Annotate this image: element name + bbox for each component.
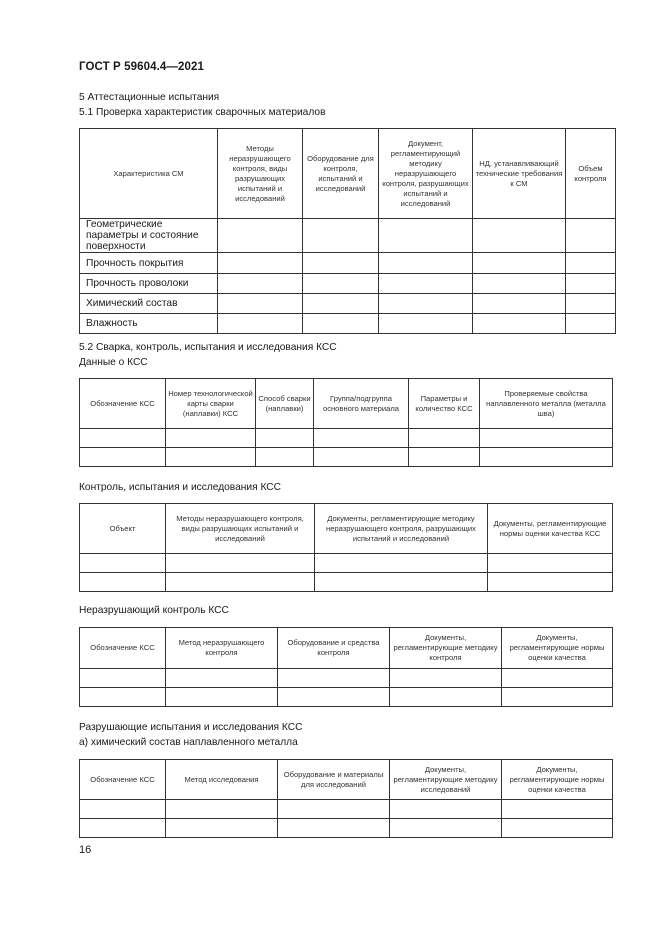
table-row (80, 688, 613, 707)
table-header-row (80, 379, 613, 429)
table-cell (278, 819, 390, 838)
column-header: Документы, регламентирующие методику исследований (390, 760, 502, 800)
table-cell (473, 274, 566, 294)
row-label: Влажность (80, 314, 218, 334)
table-cell (80, 573, 166, 592)
table-row (80, 219, 616, 253)
page-number: 16 (79, 844, 92, 856)
table-cell (218, 253, 303, 274)
column-header: Параметры и количество КСС (409, 379, 480, 429)
table-row (80, 253, 616, 274)
table-row (80, 573, 613, 592)
column-header: Характеристика СМ (80, 129, 218, 219)
table-cell (218, 294, 303, 314)
table-cell (218, 219, 303, 253)
column-header: Метод исследования (166, 760, 278, 800)
table-cell (566, 274, 616, 294)
table-cell (166, 448, 256, 467)
column-header: Группа/подгруппа основного материала (314, 379, 409, 429)
table-sm-characteristics (79, 128, 616, 334)
table-cell (256, 429, 314, 448)
table-row (80, 274, 616, 294)
table-cell (502, 688, 613, 707)
column-header: Оборудование и средства контроля (278, 628, 390, 669)
column-header: Обозначение КСС (80, 628, 166, 669)
table-cell (256, 448, 314, 467)
column-header: НД, устанавливающий технические требования к СМ (473, 129, 566, 219)
kss-data-label: Данные о КСС (79, 357, 148, 368)
table-cell (390, 800, 502, 819)
row-label: Прочность проволоки (80, 274, 218, 294)
section-5-heading: 5 Аттестационные испытания (79, 92, 220, 103)
column-header: Метод неразрушающего контроля (166, 628, 278, 669)
table-row (80, 429, 613, 448)
table-header-row (80, 504, 613, 554)
table-cell (502, 819, 613, 838)
table-kss-data (79, 378, 613, 467)
table-cell (409, 448, 480, 467)
table-row (80, 819, 613, 838)
table-cell (80, 554, 166, 573)
table-cell (473, 314, 566, 334)
column-header: Методы неразрушающего контроля, виды разрушающих испытаний и исследований (218, 129, 303, 219)
table-header-row (80, 129, 616, 219)
table-header-row (80, 628, 613, 669)
table-cell (315, 554, 488, 573)
column-header: Документы, регламентирующие нормы оценки качества КСС (488, 504, 613, 554)
table-row (80, 314, 616, 334)
table-cell (473, 294, 566, 314)
control-heading: Контроль, испытания и исследования КСС (79, 482, 281, 493)
table-cell (379, 314, 473, 334)
table-cell (314, 429, 409, 448)
table-cell (390, 669, 502, 688)
row-label: Прочность покрытия (80, 253, 218, 274)
column-header: Объем контроля (566, 129, 616, 219)
table-row (80, 554, 613, 573)
table-cell (166, 573, 315, 592)
table-cell (409, 429, 480, 448)
table-cell (278, 800, 390, 819)
table-cell (166, 554, 315, 573)
table-cell (303, 253, 379, 274)
column-header: Документ, регламентирующий методику неразрушающего контроля, разрушающих испытаний и исследований (379, 129, 473, 219)
table-kss-control (79, 503, 613, 592)
table-row (80, 800, 613, 819)
table-cell (379, 253, 473, 274)
column-header: Проверяемые свойства наплавленного металла (металла шва) (480, 379, 613, 429)
column-header: Объект (80, 504, 166, 554)
table-cell (480, 429, 613, 448)
table-cell (166, 800, 278, 819)
table-ndt (79, 627, 613, 707)
row-label: Геометрические параметры и состояние поверхности (80, 219, 218, 253)
table-cell (218, 274, 303, 294)
table-cell (566, 314, 616, 334)
table-cell (80, 448, 166, 467)
section-5-2-heading: 5.2 Сварка, контроль, испытания и исследования КСС (79, 342, 337, 353)
table-cell (80, 819, 166, 838)
column-header: Обозначение КСС (80, 760, 166, 800)
table-cell (80, 688, 166, 707)
table-cell (566, 253, 616, 274)
table-cell (166, 669, 278, 688)
table-cell (80, 429, 166, 448)
table-cell (488, 554, 613, 573)
column-header: Оборудование и материалы для исследований (278, 760, 390, 800)
table-row (80, 294, 616, 314)
document-header: ГОСТ Р 59604.4—2021 (79, 61, 204, 73)
table-cell (303, 314, 379, 334)
table-cell (166, 429, 256, 448)
ndt-heading: Неразрушающий контроль КСС (79, 605, 229, 616)
table-cell (314, 448, 409, 467)
table-cell (218, 314, 303, 334)
table-cell (566, 294, 616, 314)
column-header: Документы, регламентирующие нормы оценки качества (502, 760, 613, 800)
column-header: Оборудование для контроля, испытаний и исследований (303, 129, 379, 219)
table-cell (379, 294, 473, 314)
table-cell (480, 448, 613, 467)
table-chemical-composition (79, 759, 613, 838)
column-header: Обозначение КСС (80, 379, 166, 429)
table-cell (315, 573, 488, 592)
table-cell (379, 274, 473, 294)
chemical-composition-subheading: а) химический состав наплавленного металла (79, 737, 298, 748)
table-row (80, 669, 613, 688)
column-header: Способ сварки (наплавки) (256, 379, 314, 429)
section-5-1-heading: 5.1 Проверка характеристик сварочных материалов (79, 107, 326, 118)
table-row (80, 448, 613, 467)
table-cell (473, 219, 566, 253)
column-header: Документы, регламентирующие нормы оценки качества (502, 628, 613, 669)
table-cell (488, 573, 613, 592)
table-cell (303, 219, 379, 253)
table-cell (166, 819, 278, 838)
column-header: Документы, регламентирующие методику неразрушающего контроля, разрушающих испытаний и исследований (315, 504, 488, 554)
table-cell (502, 800, 613, 819)
table-cell (303, 294, 379, 314)
row-label: Химический состав (80, 294, 218, 314)
table-cell (390, 819, 502, 838)
column-header: Методы неразрушающего контроля, виды разрушающих испытаний и исследований (166, 504, 315, 554)
table-cell (379, 219, 473, 253)
table-cell (278, 688, 390, 707)
destructive-heading: Разрушающие испытания и исследования КСС (79, 722, 303, 733)
table-cell (166, 688, 278, 707)
table-cell (80, 669, 166, 688)
table-cell (390, 688, 502, 707)
column-header: Номер технологической карты сварки (наплавки) КСС (166, 379, 256, 429)
table-cell (80, 800, 166, 819)
column-header: Документы, регламентирующие методику контроля (390, 628, 502, 669)
table-cell (566, 219, 616, 253)
table-cell (303, 274, 379, 294)
table-cell (473, 253, 566, 274)
table-header-row (80, 760, 613, 800)
table-cell (278, 669, 390, 688)
table-cell (502, 669, 613, 688)
